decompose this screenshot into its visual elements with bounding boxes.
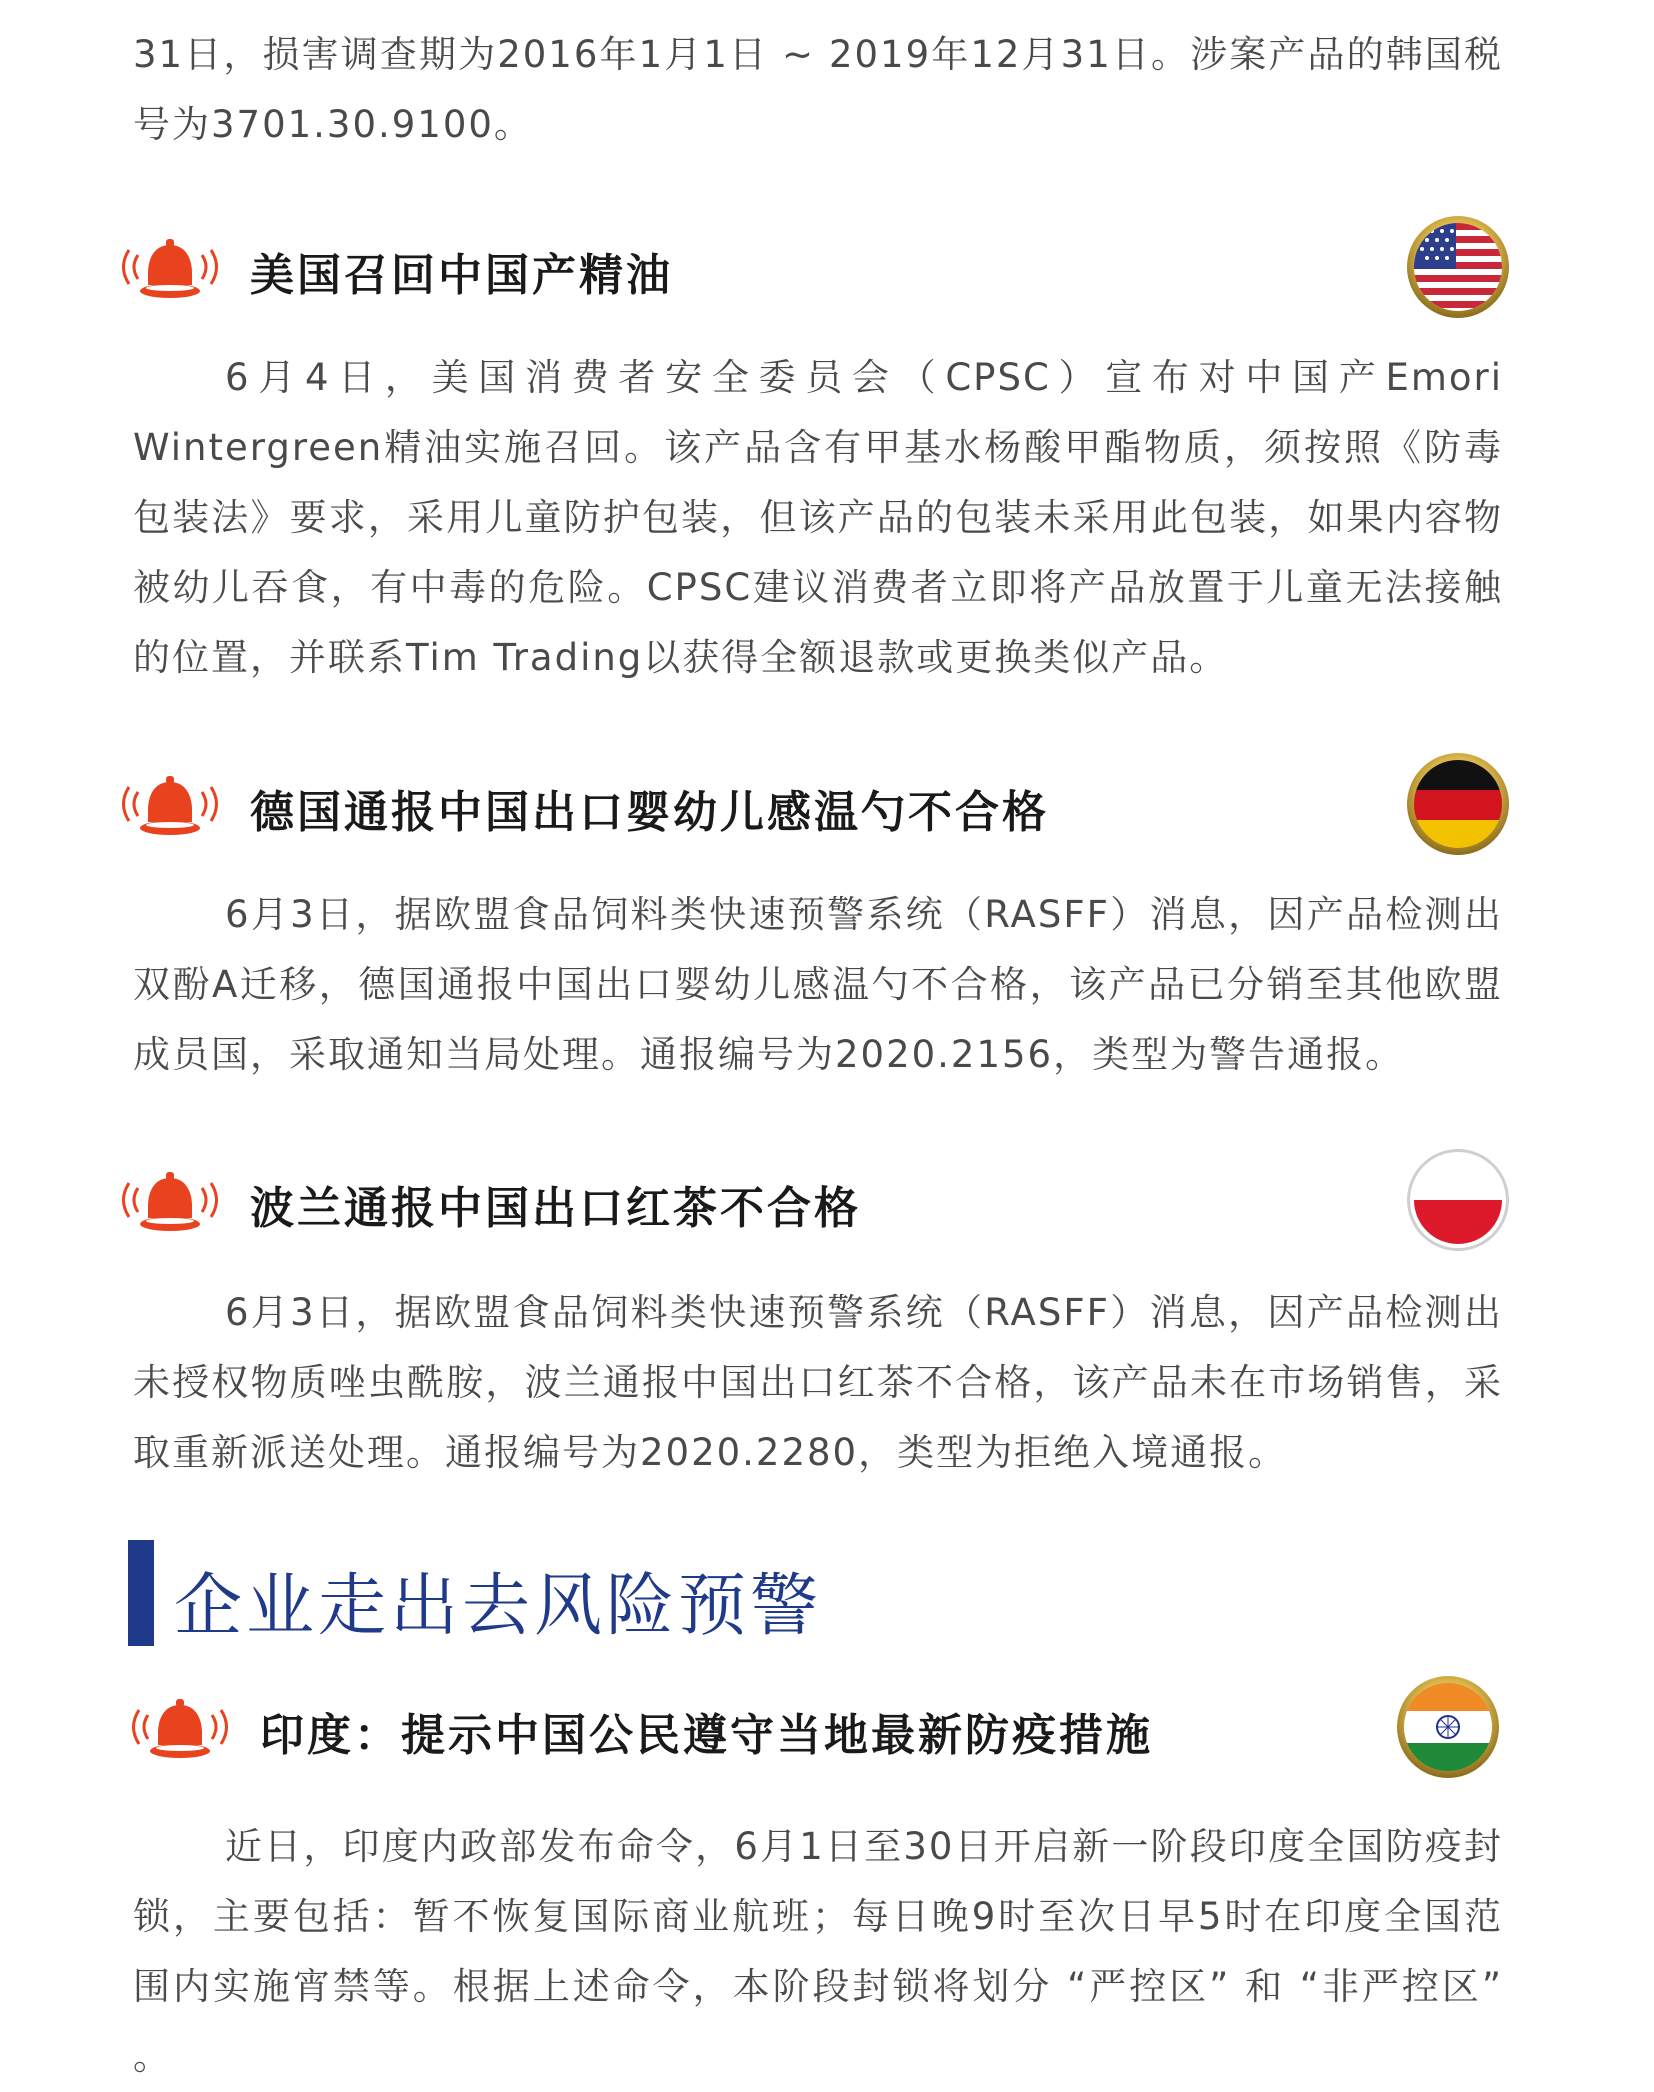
poland-flag-icon	[1406, 1148, 1510, 1252]
news-title: 波兰通报中国出口红茶不合格	[250, 1183, 861, 1234]
section-title: 企业走出去风险预警	[174, 1567, 823, 1646]
news-header-india	[130, 1675, 1500, 1785]
alarm-bell-icon	[130, 1693, 230, 1763]
intro-paragraph: 31日，损害调查期为2016年1月1日 ~ 2019年12月31日。涉案产品的韩国税号为3701.30.9100。	[133, 33, 1503, 146]
news-header-usa	[120, 215, 1510, 325]
alarm-bell-icon	[120, 233, 220, 303]
india-flag-icon	[1396, 1675, 1500, 1779]
news-title: 印度：提示中国公民遵守当地最新防疫措施	[260, 1710, 1153, 1761]
news-title: 美国召回中国产精油	[250, 250, 673, 301]
news-title: 德国通报中国出口婴幼儿感温勺不合格	[250, 787, 1049, 838]
section-accent-bar	[128, 1540, 154, 1646]
alarm-bell-icon	[120, 1166, 220, 1236]
alarm-bell-icon	[120, 770, 220, 840]
news-body-usa: 6月4日，美国消费者安全委员会（CPSC）宣布对中国产Emori Wintergreen精油实施召回。该产品含有甲基水杨酸甲酯物质，须按照《防毒包装法》要求，采用儿童防护包装，但该产品的包装未采用此包装，如果内容物被幼儿吞食，有中毒的危险。CPSC建议消费者立即将产品放置于儿童无法接触的位置，并联系Tim Trading以获得全额退款或更换类似产品。	[133, 356, 1503, 679]
news-header-germany	[120, 752, 1510, 862]
news-body-india: 近日，印度内政部发布命令，6月1日至30日开启新一阶段印度全国防疫封锁，主要包括：暂不恢复国际商业航班；每日晚9时至次日早5时在印度全国范围内实施宵禁等。根据上述命令，本阶段封锁将划分 “严控区” 和 “非严控区” 。	[133, 1825, 1503, 2078]
news-body-germany: 6月3日，据欧盟食品饲料类快速预警系统（RASFF）消息，因产品检测出双酚A迁移，德国通报中国出口婴幼儿感温勺不合格，该产品已分销至其他欧盟成员国，采取通知当局处理。通报编号为2020.2156，类型为警告通报。	[133, 893, 1503, 1076]
news-header-poland	[120, 1148, 1510, 1258]
section-header	[128, 1540, 1028, 1646]
germany-flag-icon	[1406, 752, 1510, 856]
usa-flag-icon	[1406, 215, 1510, 319]
news-body-poland: 6月3日，据欧盟食品饲料类快速预警系统（RASFF）消息，因产品检测出未授权物质唑虫酰胺，波兰通报中国出口红茶不合格，该产品未在市场销售，采取重新派送处理。通报编号为2020.2280，类型为拒绝入境通报。	[133, 1291, 1503, 1474]
